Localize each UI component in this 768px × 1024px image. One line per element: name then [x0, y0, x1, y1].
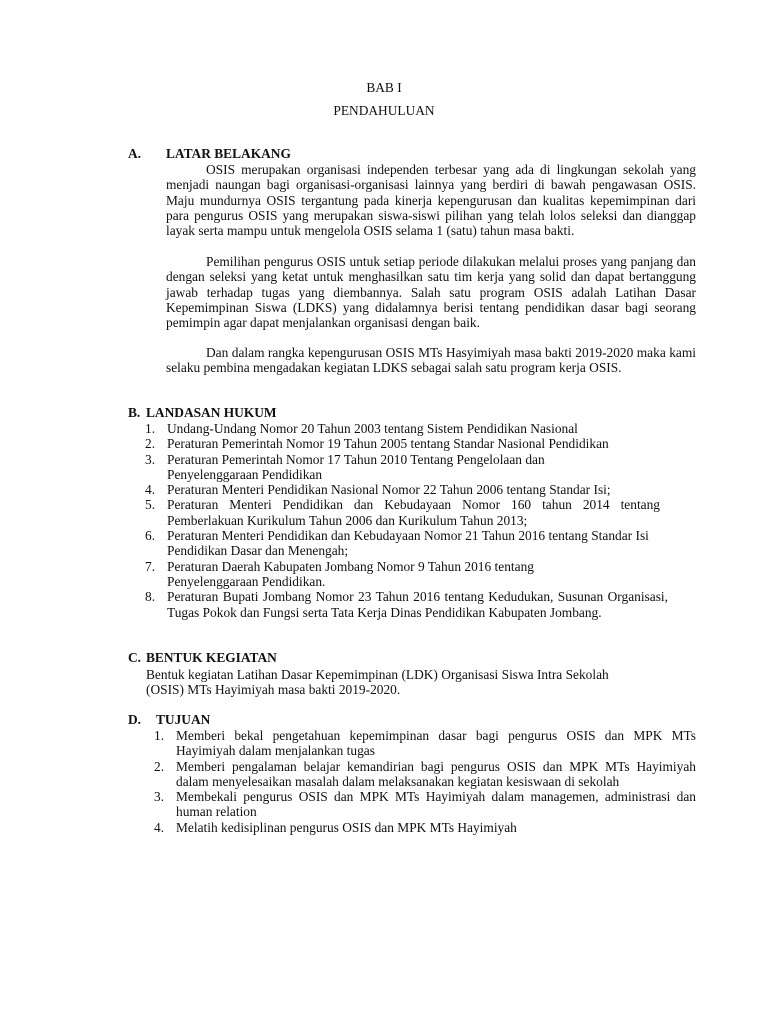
- list-item: 6. Peraturan Menteri Pendidikan dan Kebudayaan Nomor 21 Tahun 2016 tentang Standar Isi Pendidikan Dasar dan Menengah;: [145, 528, 649, 559]
- list-item: 2. Peraturan Pemerintah Nomor 19 Tahun 2005 tentang Standar Nasional Pendidikan: [145, 436, 609, 452]
- list-item: 3. Membekali pengurus OSIS dan MPK MTs Hayimiyah dalam managemen, administrasi dan human relation: [154, 789, 696, 820]
- list-item: 1. Memberi bekal pengetahuan kepemimpinan dasar bagi pengurus OSIS dan MPK MTs Hayimiyah dalam menjalankan tugas: [154, 728, 696, 759]
- section-c-label: C.: [128, 650, 142, 665]
- section-b-label: B.: [128, 405, 141, 420]
- list-item: 7. Peraturan Daerah Kabupaten Jombang Nomor 9 Tahun 2016 tentang Penyelenggaraan Pendidikan.: [145, 558, 534, 589]
- activity-description: Bentuk kegiatan Latihan Dasar Kepemimpinan (LDK) Organisasi Siswa Intra Sekolah (OSIS) MTs Hayimiyah masa bakti 2019-2020.: [146, 667, 609, 698]
- paragraph-1: OSIS merupakan organisasi independen terbesar yang ada di lingkungan sekolah yang menjadi naungan bagi organisasi-organisasi lainnya yang berdiri di bawah pengawasan OSIS. Maju mundurnya OSIS tergantung pada kinerja kepengurusan dan kualitas kepemimpinan dari para pengurus OSIS yang merupakan siswa-siswi pilihan yang telah lolos seleksi dan dianggap layak serta mampu untuk mengelola OSIS selama 1 (satu) tahun masa bakti.: [166, 162, 696, 239]
- section-a-title: LATAR BELAKANG: [166, 146, 291, 161]
- list-item: 3. Peraturan Pemerintah Nomor 17 Tahun 2010 Tentang Pengelolaan dan Penyelenggaraan Pendidikan: [145, 451, 545, 482]
- list-item: 1. Undang-Undang Nomor 20 Tahun 2003 tentang Sistem Pendidikan Nasional: [145, 421, 578, 436]
- section-d-label: D.: [128, 712, 142, 727]
- list-item: 4. Melatih kedisiplinan pengurus OSIS dan MPK MTs Hayimiyah: [154, 819, 517, 835]
- paragraph-3: Dan dalam rangka kepengurusan OSIS MTs Hasyimiyah masa bakti 2019-2020 maka kami selaku pembina mengadakan kegiatan LDKS sebagai salah satu program kerja OSIS.: [166, 345, 696, 376]
- list-item: 5. Peraturan Menteri Pendidikan dan Kebudayaan Nomor 160 tahun 2014 tentang Pemberlakuan Kurikulum Tahun 2006 dan Kurikulum Tahun 2013;: [145, 497, 660, 528]
- list-item: 8. Peraturan Bupati Jombang Nomor 23 Tahun 2016 tentang Kedudukan, Susunan Organisasi, Tugas Pokok dan Fungsi serta Tata Kerja Dinas Pendidikan Kabupaten Jombang.: [145, 589, 668, 620]
- paragraph-2: Pemilihan pengurus OSIS untuk setiap periode dilakukan melalui proses yang panjang dan dengan seleksi yang ketat untuk menghasilkan satu tim kerja yang solid dan dapat bertanggung jawab terhadap tugas yang diembannya. Salah satu program OSIS adalah Latihan Dasar Kepemimpinan Siswa (LDKS) yang didalamnya berisi tentang pendidikan dasar bagi seorang pemimpin agar dapat menjalankan organisasi dengan baik.: [166, 254, 696, 331]
- list-item: 2. Memberi pengalaman belajar kemandirian bagi pengurus OSIS dan MPK MTs Hayimiyah dalam menyelesaikan masalah dalam melaksanakan kegiatan kesiswaan di sekolah: [154, 758, 696, 789]
- chapter-number: BAB I: [366, 80, 402, 95]
- section-d-title: TUJUAN: [156, 712, 211, 727]
- legal-basis-list: [145, 421, 690, 620]
- objectives-list: [154, 728, 696, 835]
- list-item: 4. Peraturan Menteri Pendidikan Nasional Nomor 22 Tahun 2006 tentang Standar Isi;: [145, 482, 611, 498]
- section-b-title: LANDASAN HUKUM: [146, 405, 277, 420]
- section-a-label: A.: [128, 146, 142, 161]
- chapter-title: PENDAHULUAN: [333, 103, 435, 118]
- section-c-title: BENTUK KEGIATAN: [146, 650, 277, 665]
